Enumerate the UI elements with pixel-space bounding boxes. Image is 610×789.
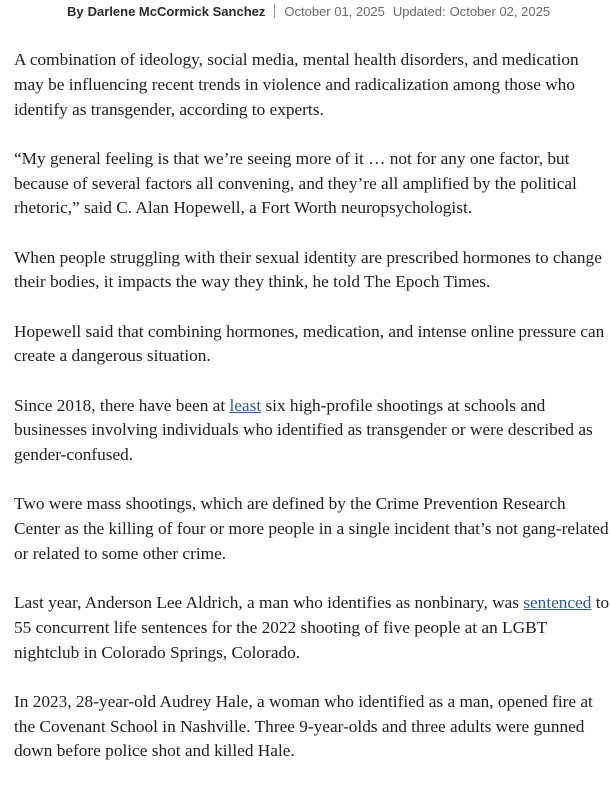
- author-name[interactable]: Darlene McCormick Sanchez: [87, 3, 266, 19]
- byline-prefix: By: [67, 3, 84, 19]
- article-paragraph: In 2023, 28-year-old Audrey Hale, a woman who identified as a man, opened fire at the Covenant School in Nashville. Three 9-year-olds and three adults were gunned down before police shot and killed Hale.: [14, 691, 593, 761]
- publish-date: October 01, 2025: [284, 3, 385, 19]
- least-link[interactable]: least: [229, 395, 262, 415]
- article-paragraph: [14, 394, 610, 468]
- article-byline: [67, 1, 550, 21]
- paragraph-text: Since 2018, there have been at: [14, 395, 230, 415]
- article-paragraph: A combination of ideology, social media, mental health disorders, and medication may be influencing recent trends in violence and radicalization among those who identify as transgender, according to experts.: [14, 50, 579, 119]
- updated-label: Updated:: [392, 3, 446, 19]
- article-paragraph: Hopewell said that combining hormones, medication, and intense online pressure can create a dangerous situation.: [14, 321, 605, 366]
- paragraph-text: to 55 concurrent life sentences for the 2022 shooting of five people at an LGBT nightclub in Colorado Springs, Colorado.: [14, 593, 610, 662]
- article-paragraph: [14, 591, 610, 665]
- article-paragraph: “My general feeling is that we’re seeing more of it … not for any one factor, but because of several factors all convening, and they’re all amplified by the political rhetoric,” said C. Alan Hopewell, a Fort Worth neuropsychologist.: [14, 148, 577, 218]
- updated-date: October 02, 2025: [449, 3, 551, 19]
- article-body: [14, 48, 610, 789]
- paragraph-text: six high-profile shootings at schools and businesses involving individuals who identified as transgender or were described as gender-confused.: [14, 395, 593, 465]
- paragraph-text: Last year, Anderson Lee Aldrich, a man who identifies as nonbinary, was: [14, 593, 524, 613]
- sentenced-link[interactable]: sentenced: [523, 593, 592, 613]
- article-paragraph: When people struggling with their sexual identity are prescribed hormones to change their bodies, it impacts the way they think, he told The Epoch Times.: [14, 247, 602, 292]
- article-paragraph: Two were mass shootings, which are defined by the Crime Prevention Research Center as the killing of four or more people in a single incident that’s not gang-related or related to some other crime.: [14, 494, 609, 563]
- byline-divider: [274, 4, 275, 18]
